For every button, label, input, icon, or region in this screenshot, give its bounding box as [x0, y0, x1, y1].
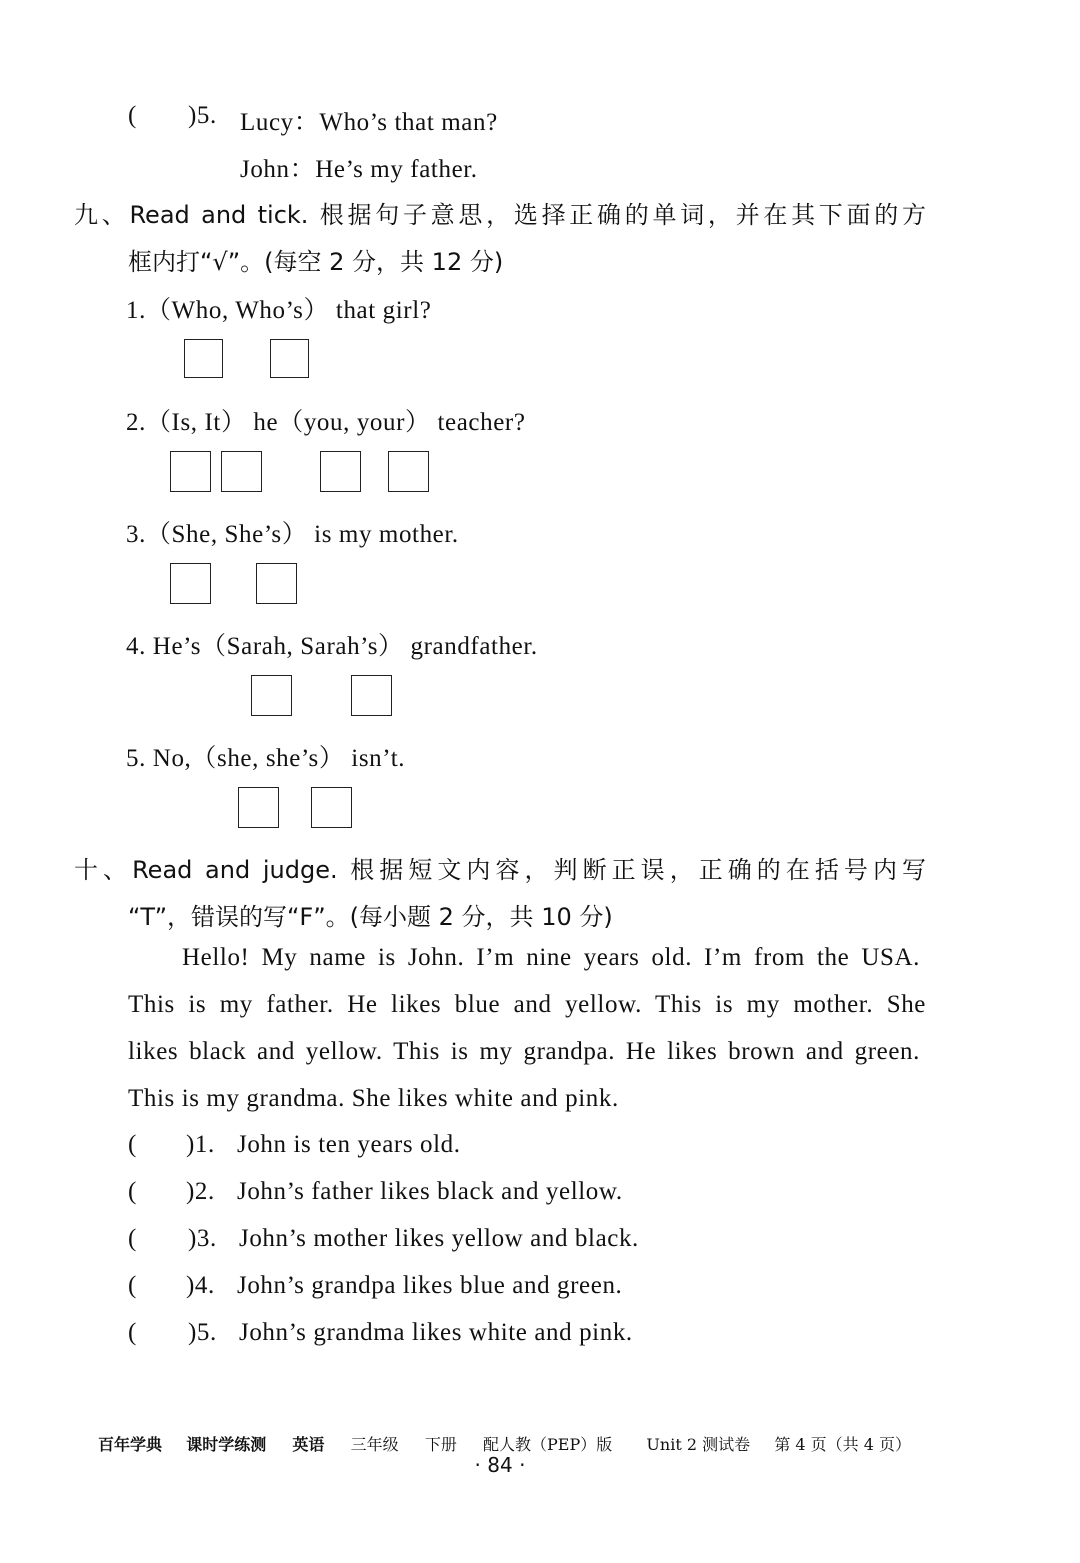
section-heading-line: 十、Read and judge. 根据短文内容，判断正误，正确的在括号内写	[74, 856, 926, 884]
footer-subject: 英语	[292, 1435, 325, 1454]
judge-question: John is ten years old.	[237, 1131, 461, 1158]
footer-unit: Unit 2 测试卷	[646, 1435, 751, 1454]
judge-question: John’s father likes black and yellow.	[237, 1178, 623, 1205]
passage-text: This is my grandma. She likes white and pink.	[128, 1085, 619, 1112]
passage-line	[182, 944, 920, 972]
answer-paren-open: (	[128, 1272, 137, 1299]
footer-series: 百年学典	[98, 1435, 163, 1454]
footer-grade: 三年级	[350, 1435, 399, 1454]
question-number: )4.	[186, 1272, 215, 1299]
tick-question: 1.（Who, Who’s） that girl?	[126, 297, 432, 324]
section-instructions: 框内打“√”。(每空 2 分，共 12 分)	[128, 248, 504, 276]
answer-paren-open: (	[128, 1225, 137, 1252]
tick-box[interactable]	[311, 787, 352, 828]
answer-paren-open: (	[128, 1178, 137, 1205]
answer-paren-open: (	[128, 102, 137, 129]
section-heading	[74, 850, 926, 885]
footer-volume: 下册	[424, 1435, 457, 1454]
tick-question: 4. He’s（Sarah, Sarah’s） grandfather.	[126, 633, 538, 660]
section-heading	[74, 195, 926, 230]
question-number: )1.	[186, 1131, 215, 1158]
tick-box[interactable]	[238, 787, 279, 828]
answer-paren-open: (	[128, 1131, 137, 1158]
question-number: )5.	[188, 1319, 217, 1346]
tick-question: 2.（Is, It） he（you, your） teacher?	[126, 409, 526, 436]
question-number: )3.	[188, 1225, 217, 1252]
question-number: )5.	[188, 102, 217, 129]
passage-text: likes black and yellow. This is my grandpa. He likes brown and green.	[128, 1038, 920, 1065]
footer-page-info: 第 4 页（共 4 页）	[774, 1435, 912, 1454]
answer-paren-open: (	[128, 1319, 137, 1346]
tick-box[interactable]	[270, 339, 309, 378]
tick-box[interactable]	[184, 339, 223, 378]
tick-box[interactable]	[351, 675, 392, 716]
tick-box[interactable]	[221, 451, 262, 492]
tick-box[interactable]	[170, 563, 211, 604]
section-heading-line: 九、Read and tick. 根据句子意思，选择正确的单词，并在其下面的方	[74, 201, 926, 229]
passage-text: This is my father. He likes blue and yellow. This is my mother. She	[128, 991, 926, 1018]
tick-box[interactable]	[251, 675, 292, 716]
page-number: · 84 ·	[474, 1453, 526, 1477]
passage-line	[128, 1038, 920, 1066]
section-instructions: “T”，错误的写“F”。(每小题 2 分，共 10 分)	[128, 903, 613, 931]
footer-edition: 配人教（PEP）版	[483, 1435, 613, 1454]
tick-box[interactable]	[256, 563, 297, 604]
tick-question: 5. No,（she, she’s） isn’t.	[126, 745, 406, 772]
footer	[98, 1432, 911, 1455]
question-number: )2.	[186, 1178, 215, 1205]
tick-box[interactable]	[320, 451, 361, 492]
judge-question: John’s grandpa likes blue and green.	[237, 1272, 623, 1299]
tick-box[interactable]	[388, 451, 429, 492]
passage-text: Hello! My name is John. I’m nine years old. I’m from the USA.	[182, 944, 920, 971]
judge-question: John’s mother likes yellow and black.	[239, 1225, 639, 1252]
dialogue-line: Lucy：Who’s that man?	[240, 109, 498, 136]
dialogue-line: John：He’s my father.	[240, 156, 478, 183]
tick-box[interactable]	[170, 451, 211, 492]
tick-question: 3.（She, She’s） is my mother.	[126, 521, 459, 548]
footer-book: 课时学练测	[186, 1435, 267, 1454]
judge-question: John’s grandma likes white and pink.	[239, 1319, 633, 1346]
passage-line	[128, 991, 926, 1019]
